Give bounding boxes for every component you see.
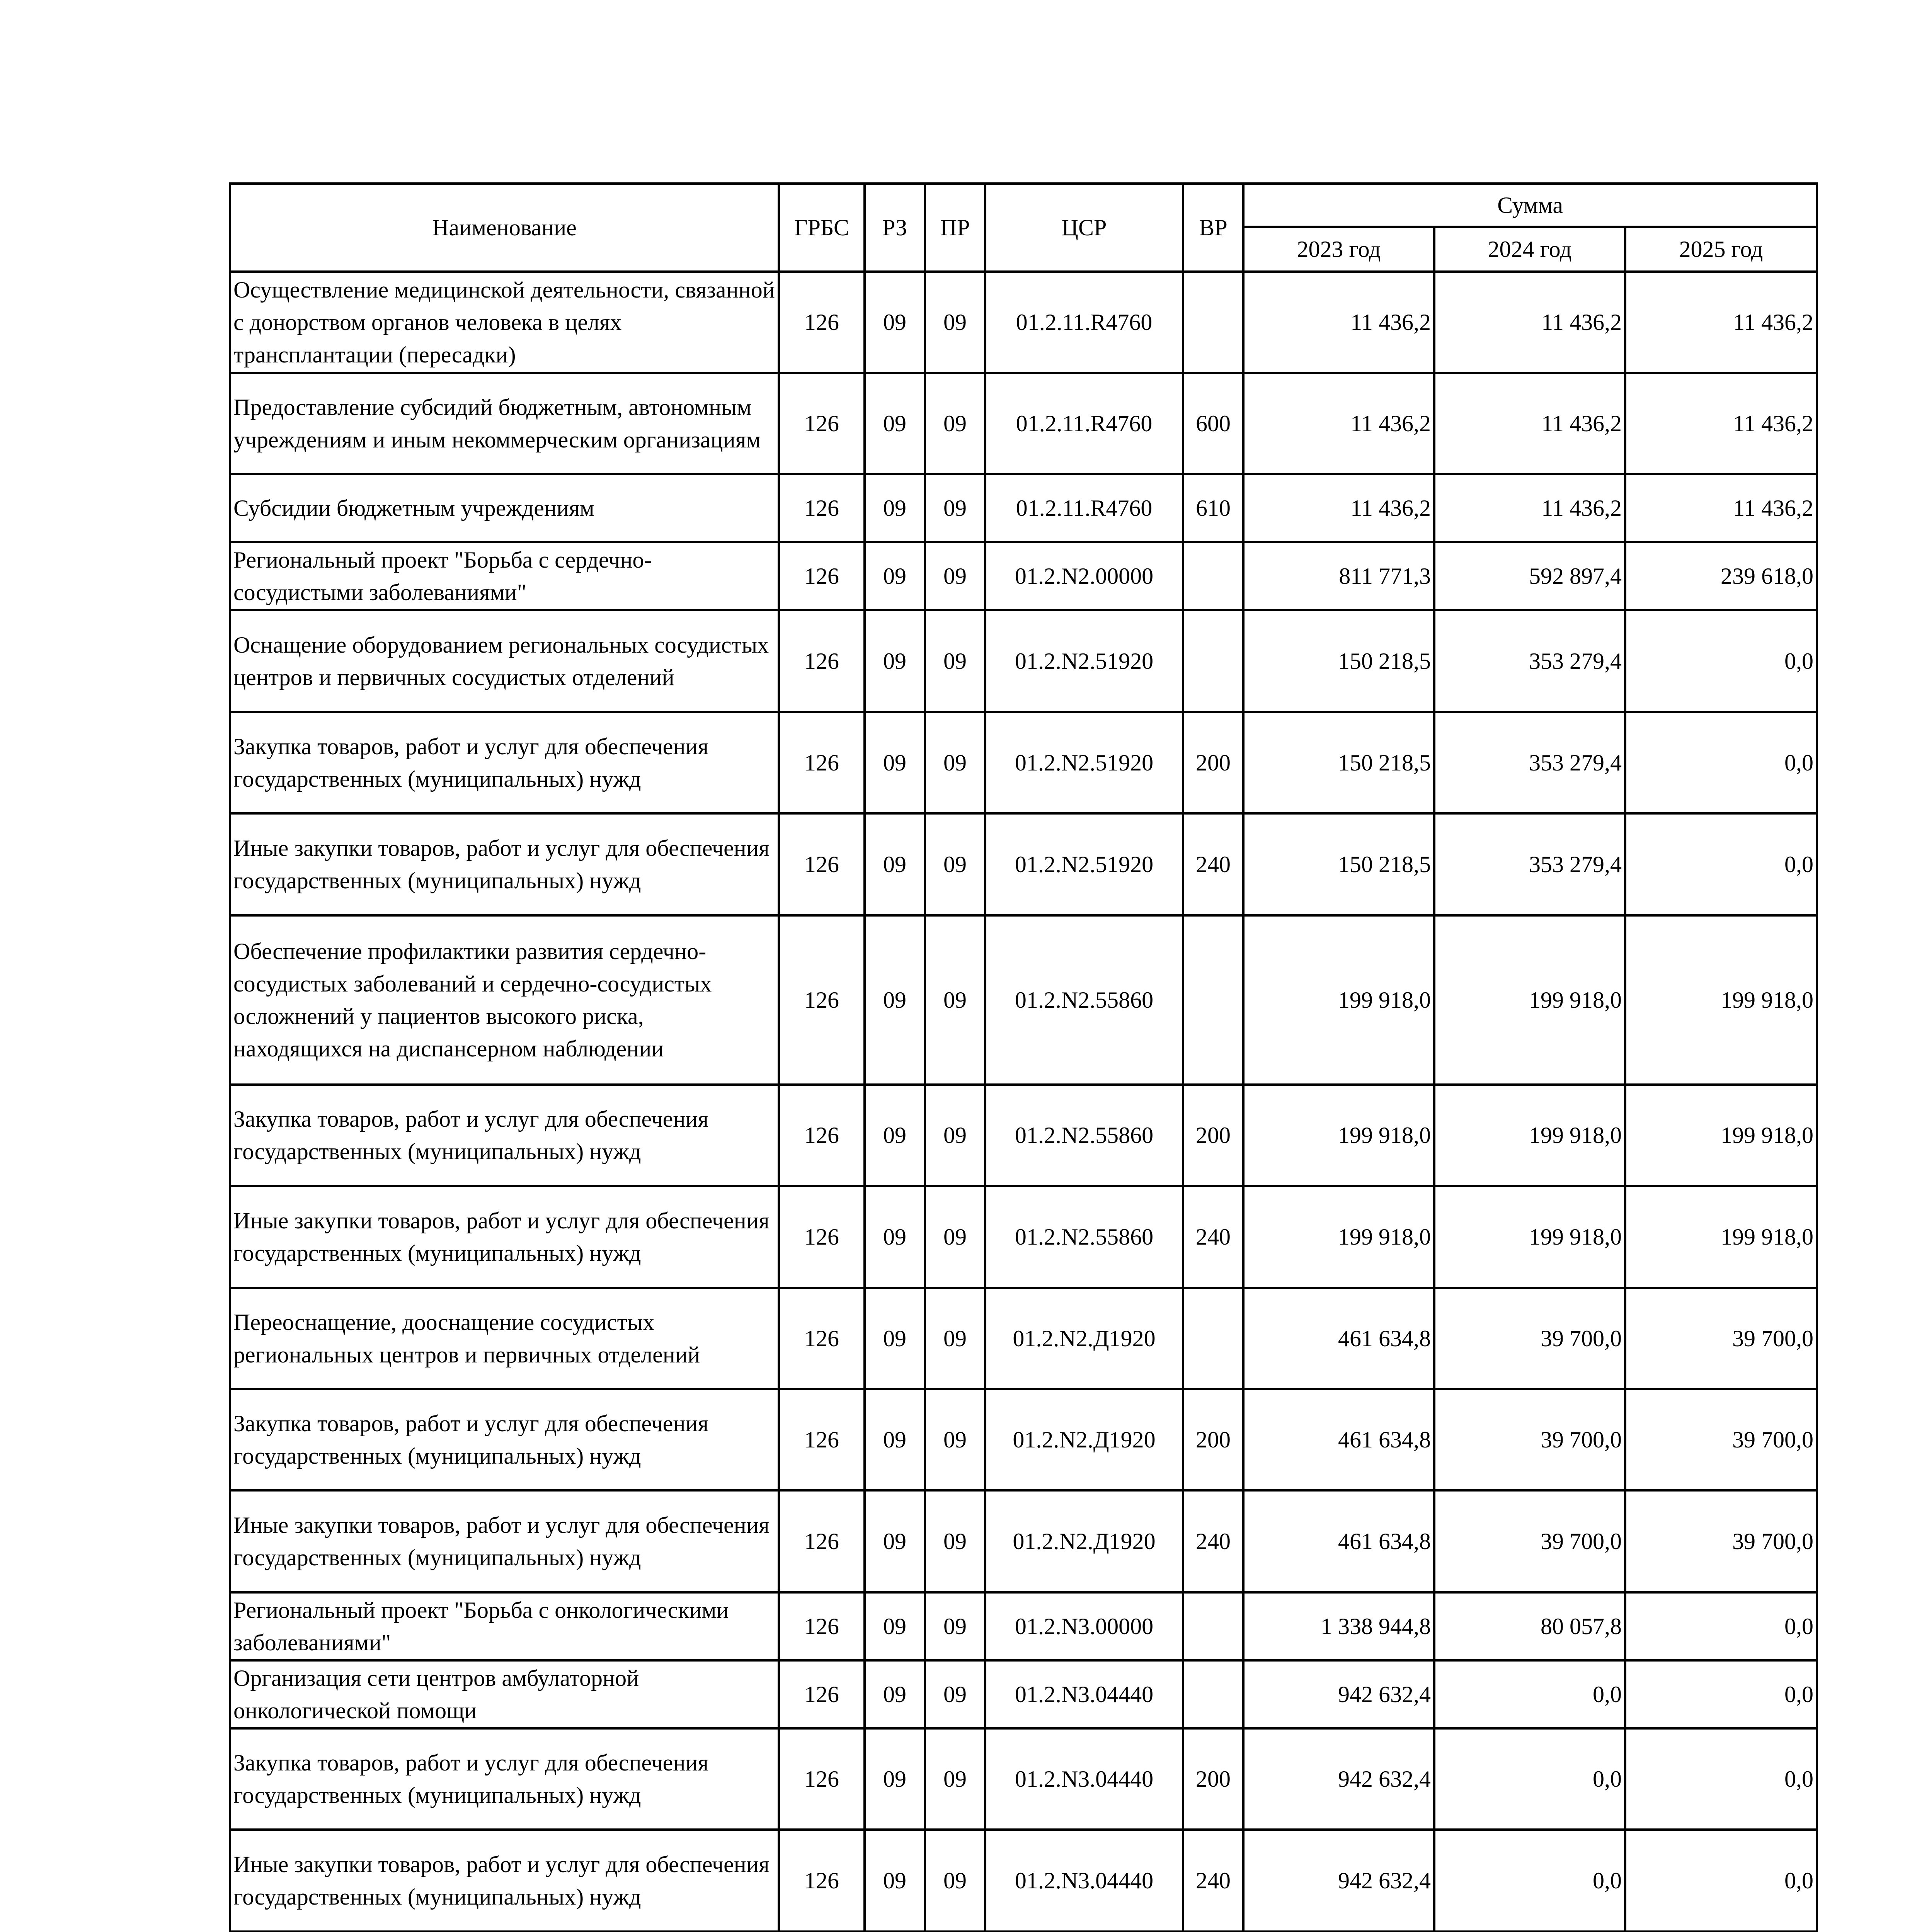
- header-2025: 2025 год: [1625, 227, 1817, 272]
- csr-cell: 01.2.N2.55860: [985, 915, 1183, 1085]
- grbs-cell: 126: [779, 1830, 865, 1932]
- rz-cell: 09: [865, 1830, 925, 1932]
- csr-cell: 01.2.N2.Д1920: [985, 1490, 1183, 1592]
- rz-cell: 09: [865, 1592, 925, 1660]
- grbs-cell: 126: [779, 1288, 865, 1389]
- vr-cell: 600: [1183, 373, 1243, 474]
- item-name: Закупка товаров, работ и услуг для обеспечения государственных (муниципальных) нужд: [230, 1085, 779, 1186]
- grbs-cell: 126: [779, 373, 865, 474]
- pr-cell: 09: [925, 712, 985, 813]
- table-row: [230, 1186, 1817, 1288]
- amount-2025: 239 618,0: [1625, 542, 1817, 610]
- csr-cell: 01.2.11.R4760: [985, 373, 1183, 474]
- vr-cell: 240: [1183, 1830, 1243, 1932]
- item-name: Переоснащение, дооснащение сосудистых региональных центров и первичных отделений: [230, 1288, 779, 1389]
- amount-2024: 11 436,2: [1434, 373, 1625, 474]
- item-name: Субсидии бюджетным учреждениям: [230, 474, 779, 542]
- header-sum: Сумма: [1243, 184, 1817, 227]
- amount-2024: 592 897,4: [1434, 542, 1625, 610]
- grbs-cell: 126: [779, 610, 865, 712]
- pr-cell: 09: [925, 1490, 985, 1592]
- table-row: [230, 813, 1817, 915]
- amount-2025: 11 436,2: [1625, 272, 1817, 373]
- table-row: [230, 474, 1817, 542]
- pr-cell: 09: [925, 1186, 985, 1288]
- item-name: Организация сети центров амбулаторной онкологической помощи: [230, 1660, 779, 1728]
- amount-2025: 0,0: [1625, 1830, 1817, 1932]
- table-row: [230, 1085, 1817, 1186]
- amount-2023: 199 918,0: [1243, 1085, 1434, 1186]
- grbs-cell: 126: [779, 813, 865, 915]
- amount-2023: 199 918,0: [1243, 1186, 1434, 1288]
- table-row: [230, 1660, 1817, 1728]
- amount-2025: 0,0: [1625, 610, 1817, 712]
- item-name: Иные закупки товаров, работ и услуг для обеспечения государственных (муниципальных) нужд: [230, 1830, 779, 1932]
- csr-cell: 01.2.N3.04440: [985, 1660, 1183, 1728]
- amount-2024: 353 279,4: [1434, 610, 1625, 712]
- pr-cell: 09: [925, 1728, 985, 1830]
- grbs-cell: 126: [779, 915, 865, 1085]
- amount-2024: 39 700,0: [1434, 1490, 1625, 1592]
- vr-cell: [1183, 542, 1243, 610]
- csr-cell: 01.2.N2.55860: [985, 1186, 1183, 1288]
- table-row: [230, 1389, 1817, 1490]
- header-pr: ПР: [925, 184, 985, 272]
- vr-cell: [1183, 915, 1243, 1085]
- vr-cell: 200: [1183, 712, 1243, 813]
- item-name: Региональный проект "Борьба с сердечно-сосудистыми заболеваниями": [230, 542, 779, 610]
- rz-cell: 09: [865, 1660, 925, 1728]
- csr-cell: 01.2.N2.Д1920: [985, 1288, 1183, 1389]
- rz-cell: 09: [865, 610, 925, 712]
- rz-cell: 09: [865, 1490, 925, 1592]
- vr-cell: [1183, 610, 1243, 712]
- amount-2024: 199 918,0: [1434, 1085, 1625, 1186]
- item-name: Закупка товаров, работ и услуг для обеспечения государственных (муниципальных) нужд: [230, 1389, 779, 1490]
- amount-2024: 0,0: [1434, 1728, 1625, 1830]
- header-rz: РЗ: [865, 184, 925, 272]
- item-name: Обеспечение профилактики развития сердечно-сосудистых заболеваний и сердечно-сосудистых осложнений у пациентов высокого риска, находящихся на диспансерном наблюдении: [230, 915, 779, 1085]
- grbs-cell: 126: [779, 1592, 865, 1660]
- grbs-cell: 126: [779, 1728, 865, 1830]
- amount-2024: 11 436,2: [1434, 474, 1625, 542]
- amount-2025: 39 700,0: [1625, 1490, 1817, 1592]
- csr-cell: 01.2.N2.00000: [985, 542, 1183, 610]
- amount-2023: 150 218,5: [1243, 813, 1434, 915]
- grbs-cell: 126: [779, 1085, 865, 1186]
- vr-cell: [1183, 272, 1243, 373]
- vr-cell: [1183, 1288, 1243, 1389]
- pr-cell: 09: [925, 373, 985, 474]
- grbs-cell: 126: [779, 1490, 865, 1592]
- amount-2023: 461 634,8: [1243, 1389, 1434, 1490]
- header-2023: 2023 год: [1243, 227, 1434, 272]
- vr-cell: [1183, 1660, 1243, 1728]
- amount-2024: 80 057,8: [1434, 1592, 1625, 1660]
- grbs-cell: 126: [779, 1186, 865, 1288]
- pr-cell: 09: [925, 1592, 985, 1660]
- item-name: Осуществление медицинской деятельности, связанной с донорством органов человека в целях трансплантации (пересадки): [230, 272, 779, 373]
- grbs-cell: 126: [779, 272, 865, 373]
- csr-cell: 01.2.11.R4760: [985, 272, 1183, 373]
- table-body: [230, 272, 1817, 1932]
- table-row: [230, 272, 1817, 373]
- amount-2023: 461 634,8: [1243, 1490, 1434, 1592]
- table-row: [230, 373, 1817, 474]
- amount-2025: 199 918,0: [1625, 1186, 1817, 1288]
- vr-cell: 240: [1183, 813, 1243, 915]
- item-name: Региональный проект "Борьба с онкологическими заболеваниями": [230, 1592, 779, 1660]
- rz-cell: 09: [865, 1085, 925, 1186]
- amount-2023: 11 436,2: [1243, 373, 1434, 474]
- amount-2025: 39 700,0: [1625, 1389, 1817, 1490]
- amount-2023: 811 771,3: [1243, 542, 1434, 610]
- table-row: [230, 712, 1817, 813]
- amount-2025: 0,0: [1625, 1660, 1817, 1728]
- pr-cell: 09: [925, 813, 985, 915]
- rz-cell: 09: [865, 373, 925, 474]
- table-row: [230, 1728, 1817, 1830]
- amount-2025: 199 918,0: [1625, 1085, 1817, 1186]
- amount-2024: 0,0: [1434, 1660, 1625, 1728]
- amount-2025: 199 918,0: [1625, 915, 1817, 1085]
- pr-cell: 09: [925, 1830, 985, 1932]
- pr-cell: 09: [925, 1660, 985, 1728]
- vr-cell: 610: [1183, 474, 1243, 542]
- csr-cell: 01.2.N2.Д1920: [985, 1389, 1183, 1490]
- pr-cell: 09: [925, 272, 985, 373]
- table-row: [230, 1490, 1817, 1592]
- amount-2024: 11 436,2: [1434, 272, 1625, 373]
- item-name: Иные закупки товаров, работ и услуг для обеспечения государственных (муниципальных) нужд: [230, 1490, 779, 1592]
- amount-2024: 39 700,0: [1434, 1288, 1625, 1389]
- item-name: Предоставление субсидий бюджетным, автономным учреждениям и иным некоммерческим организациям: [230, 373, 779, 474]
- csr-cell: 01.2.N3.00000: [985, 1592, 1183, 1660]
- vr-cell: 240: [1183, 1490, 1243, 1592]
- budget-table: [229, 182, 1818, 1932]
- pr-cell: 09: [925, 1389, 985, 1490]
- amount-2023: 1 338 944,8: [1243, 1592, 1434, 1660]
- rz-cell: 09: [865, 712, 925, 813]
- grbs-cell: 126: [779, 474, 865, 542]
- csr-cell: 01.2.N3.04440: [985, 1728, 1183, 1830]
- amount-2024: 39 700,0: [1434, 1389, 1625, 1490]
- header-vr: ВР: [1183, 184, 1243, 272]
- csr-cell: 01.2.N2.55860: [985, 1085, 1183, 1186]
- rz-cell: 09: [865, 474, 925, 542]
- amount-2025: 0,0: [1625, 813, 1817, 915]
- pr-cell: 09: [925, 474, 985, 542]
- pr-cell: 09: [925, 542, 985, 610]
- item-name: Иные закупки товаров, работ и услуг для обеспечения государственных (муниципальных) нужд: [230, 1186, 779, 1288]
- vr-cell: [1183, 1592, 1243, 1660]
- rz-cell: 09: [865, 915, 925, 1085]
- amount-2025: 0,0: [1625, 1592, 1817, 1660]
- header-csr: ЦСР: [985, 184, 1183, 272]
- csr-cell: 01.2.11.R4760: [985, 474, 1183, 542]
- vr-cell: 200: [1183, 1389, 1243, 1490]
- amount-2023: 150 218,5: [1243, 712, 1434, 813]
- header-2024: 2024 год: [1434, 227, 1625, 272]
- amount-2023: 150 218,5: [1243, 610, 1434, 712]
- pr-cell: 09: [925, 1288, 985, 1389]
- grbs-cell: 126: [779, 542, 865, 610]
- rz-cell: 09: [865, 1186, 925, 1288]
- amount-2025: 39 700,0: [1625, 1288, 1817, 1389]
- amount-2023: 461 634,8: [1243, 1288, 1434, 1389]
- amount-2023: 199 918,0: [1243, 915, 1434, 1085]
- csr-cell: 01.2.N2.51920: [985, 712, 1183, 813]
- amount-2023: 942 632,4: [1243, 1660, 1434, 1728]
- table-row: [230, 542, 1817, 610]
- grbs-cell: 126: [779, 1389, 865, 1490]
- item-name: Закупка товаров, работ и услуг для обеспечения государственных (муниципальных) нужд: [230, 1728, 779, 1830]
- rz-cell: 09: [865, 813, 925, 915]
- pr-cell: 09: [925, 915, 985, 1085]
- table-row: [230, 1592, 1817, 1660]
- amount-2025: 11 436,2: [1625, 373, 1817, 474]
- amount-2023: 942 632,4: [1243, 1830, 1434, 1932]
- amount-2024: 199 918,0: [1434, 915, 1625, 1085]
- item-name: Иные закупки товаров, работ и услуг для обеспечения государственных (муниципальных) нужд: [230, 813, 779, 915]
- item-name: Закупка товаров, работ и услуг для обеспечения государственных (муниципальных) нужд: [230, 712, 779, 813]
- vr-cell: 240: [1183, 1186, 1243, 1288]
- amount-2024: 199 918,0: [1434, 1186, 1625, 1288]
- amount-2023: 942 632,4: [1243, 1728, 1434, 1830]
- table-row: [230, 1288, 1817, 1389]
- rz-cell: 09: [865, 542, 925, 610]
- item-name: Оснащение оборудованием региональных сосудистых центров и первичных сосудистых отделений: [230, 610, 779, 712]
- amount-2024: 353 279,4: [1434, 813, 1625, 915]
- amount-2025: 0,0: [1625, 712, 1817, 813]
- pr-cell: 09: [925, 1085, 985, 1186]
- amount-2023: 11 436,2: [1243, 272, 1434, 373]
- header-name: Наименование: [230, 184, 779, 272]
- csr-cell: 01.2.N2.51920: [985, 813, 1183, 915]
- amount-2024: 0,0: [1434, 1830, 1625, 1932]
- rz-cell: 09: [865, 1389, 925, 1490]
- csr-cell: 01.2.N2.51920: [985, 610, 1183, 712]
- csr-cell: 01.2.N3.04440: [985, 1830, 1183, 1932]
- vr-cell: 200: [1183, 1085, 1243, 1186]
- rz-cell: 09: [865, 1288, 925, 1389]
- grbs-cell: 126: [779, 1660, 865, 1728]
- table-row: [230, 610, 1817, 712]
- rz-cell: 09: [865, 1728, 925, 1830]
- header-grbs: ГРБС: [779, 184, 865, 272]
- vr-cell: 200: [1183, 1728, 1243, 1830]
- amount-2024: 353 279,4: [1434, 712, 1625, 813]
- table-row: [230, 1830, 1817, 1932]
- amount-2025: 11 436,2: [1625, 474, 1817, 542]
- grbs-cell: 126: [779, 712, 865, 813]
- amount-2025: 0,0: [1625, 1728, 1817, 1830]
- pr-cell: 09: [925, 610, 985, 712]
- rz-cell: 09: [865, 272, 925, 373]
- table-row: [230, 915, 1817, 1085]
- amount-2023: 11 436,2: [1243, 474, 1434, 542]
